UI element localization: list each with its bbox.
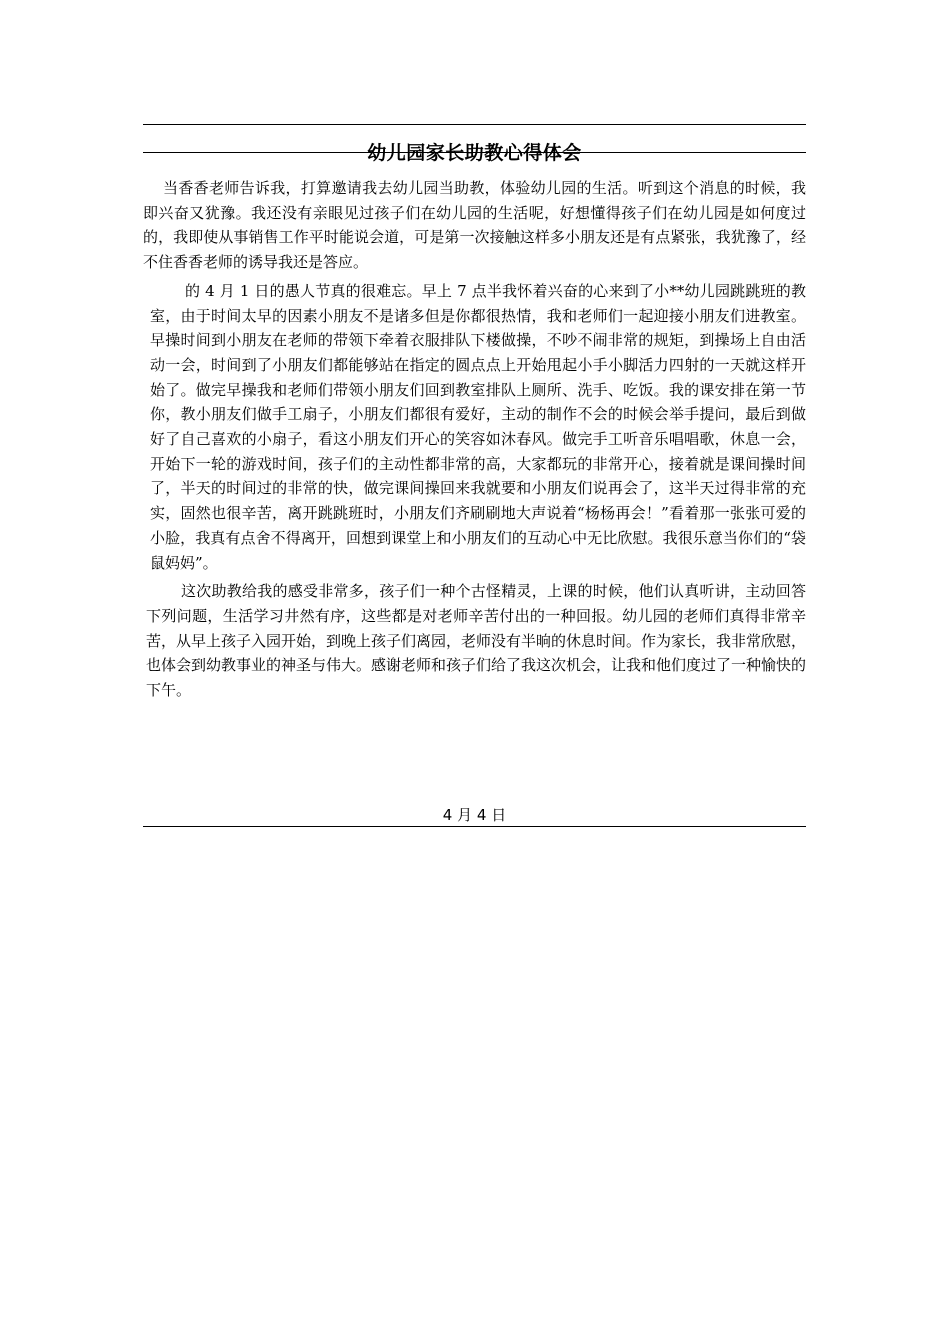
footer-rule <box>143 826 806 827</box>
document-body <box>143 176 806 703</box>
title-bottom-rule <box>143 152 806 153</box>
paragraph-2: 的 4 月 1 日的愚人节真的很难忘。早上 7 点半我怀着兴奋的心来到了小**幼儿园跳跳班的教室，由于时间太早的因素小朋友不是诸多但是你都很热情，我和老师们一起迎接小朋友们进教室。早操时间到小朋友在老师的带领下牵着衣服排队下楼做操，不吵不闹非常的规矩，到操场上自由活动一会，时间到了小朋友们都能够站在指定的圆点点上开始甩起小手小脚活力四射的一天就这样开始了。做完早操我和老师们带领小朋友们回到教室排队上厕所、洗手、吃饭。我的课安排在第一节你，教小朋友们做手工扇子，小朋友们都很有爱好，主动的制作不会的时候会举手提问，最后到做好了自己喜欢的小扇子，看这小朋友们开心的笑容如沐春风。做完手工听音乐唱唱歌，休息一会，开始下一轮的游戏时间，孩子们的主动性都非常的高，大家都玩的非常开心，接着就是课间操时间了，半天的时间过的非常的快，做完课间操回来我就要和小朋友们说再会了，这半天过得非常的充实，固然也很辛苦，离开跳跳班时，小朋友们齐刷刷地大声说着“杨杨再会！”看着那一张张可爱的小脸，我真有点舍不得离开，回想到课堂上和小朋友们的互动心中无比欣慰。我很乐意当你们的“袋鼠妈妈”。 <box>150 281 806 572</box>
document-title: 幼儿园家长助教心得体会 <box>367 141 582 164</box>
paragraph-1: 当香香老师告诉我，打算邀请我去幼儿园当助教，体验幼儿园的生活。听到这个消息的时候，我即兴奋又犹豫。我还没有亲眼见过孩子们在幼儿园的生活呢，好想懂得孩子们在幼儿园是如何度过的，我即使从事销售工作平时能说会道，可是第一次接触这样多小朋友还是有点紧张，我犹豫了，经不住香香老师的诱导我还是答应。 <box>143 179 806 272</box>
paragraph-3: 这次助教给我的感受非常多，孩子们一种个古怪精灵，上课的时候，他们认真听讲，主动回答下列问题，生活学习井然有序，这些都是对老师辛苦付出的一种回报。幼儿园的老师们真得非常辛苦，从早上孩子入园开始，到晚上孩子们离园，老师没有半晌的休息时间。作为家长，我非常欣慰，也体会到幼教事业的神圣与伟大。感谢老师和孩子们给了我这次机会，让我和他们度过了一种愉快的下午。 <box>146 582 807 700</box>
title-top-rule <box>143 124 806 125</box>
document-date: 4 月 4 日 <box>442 806 507 824</box>
